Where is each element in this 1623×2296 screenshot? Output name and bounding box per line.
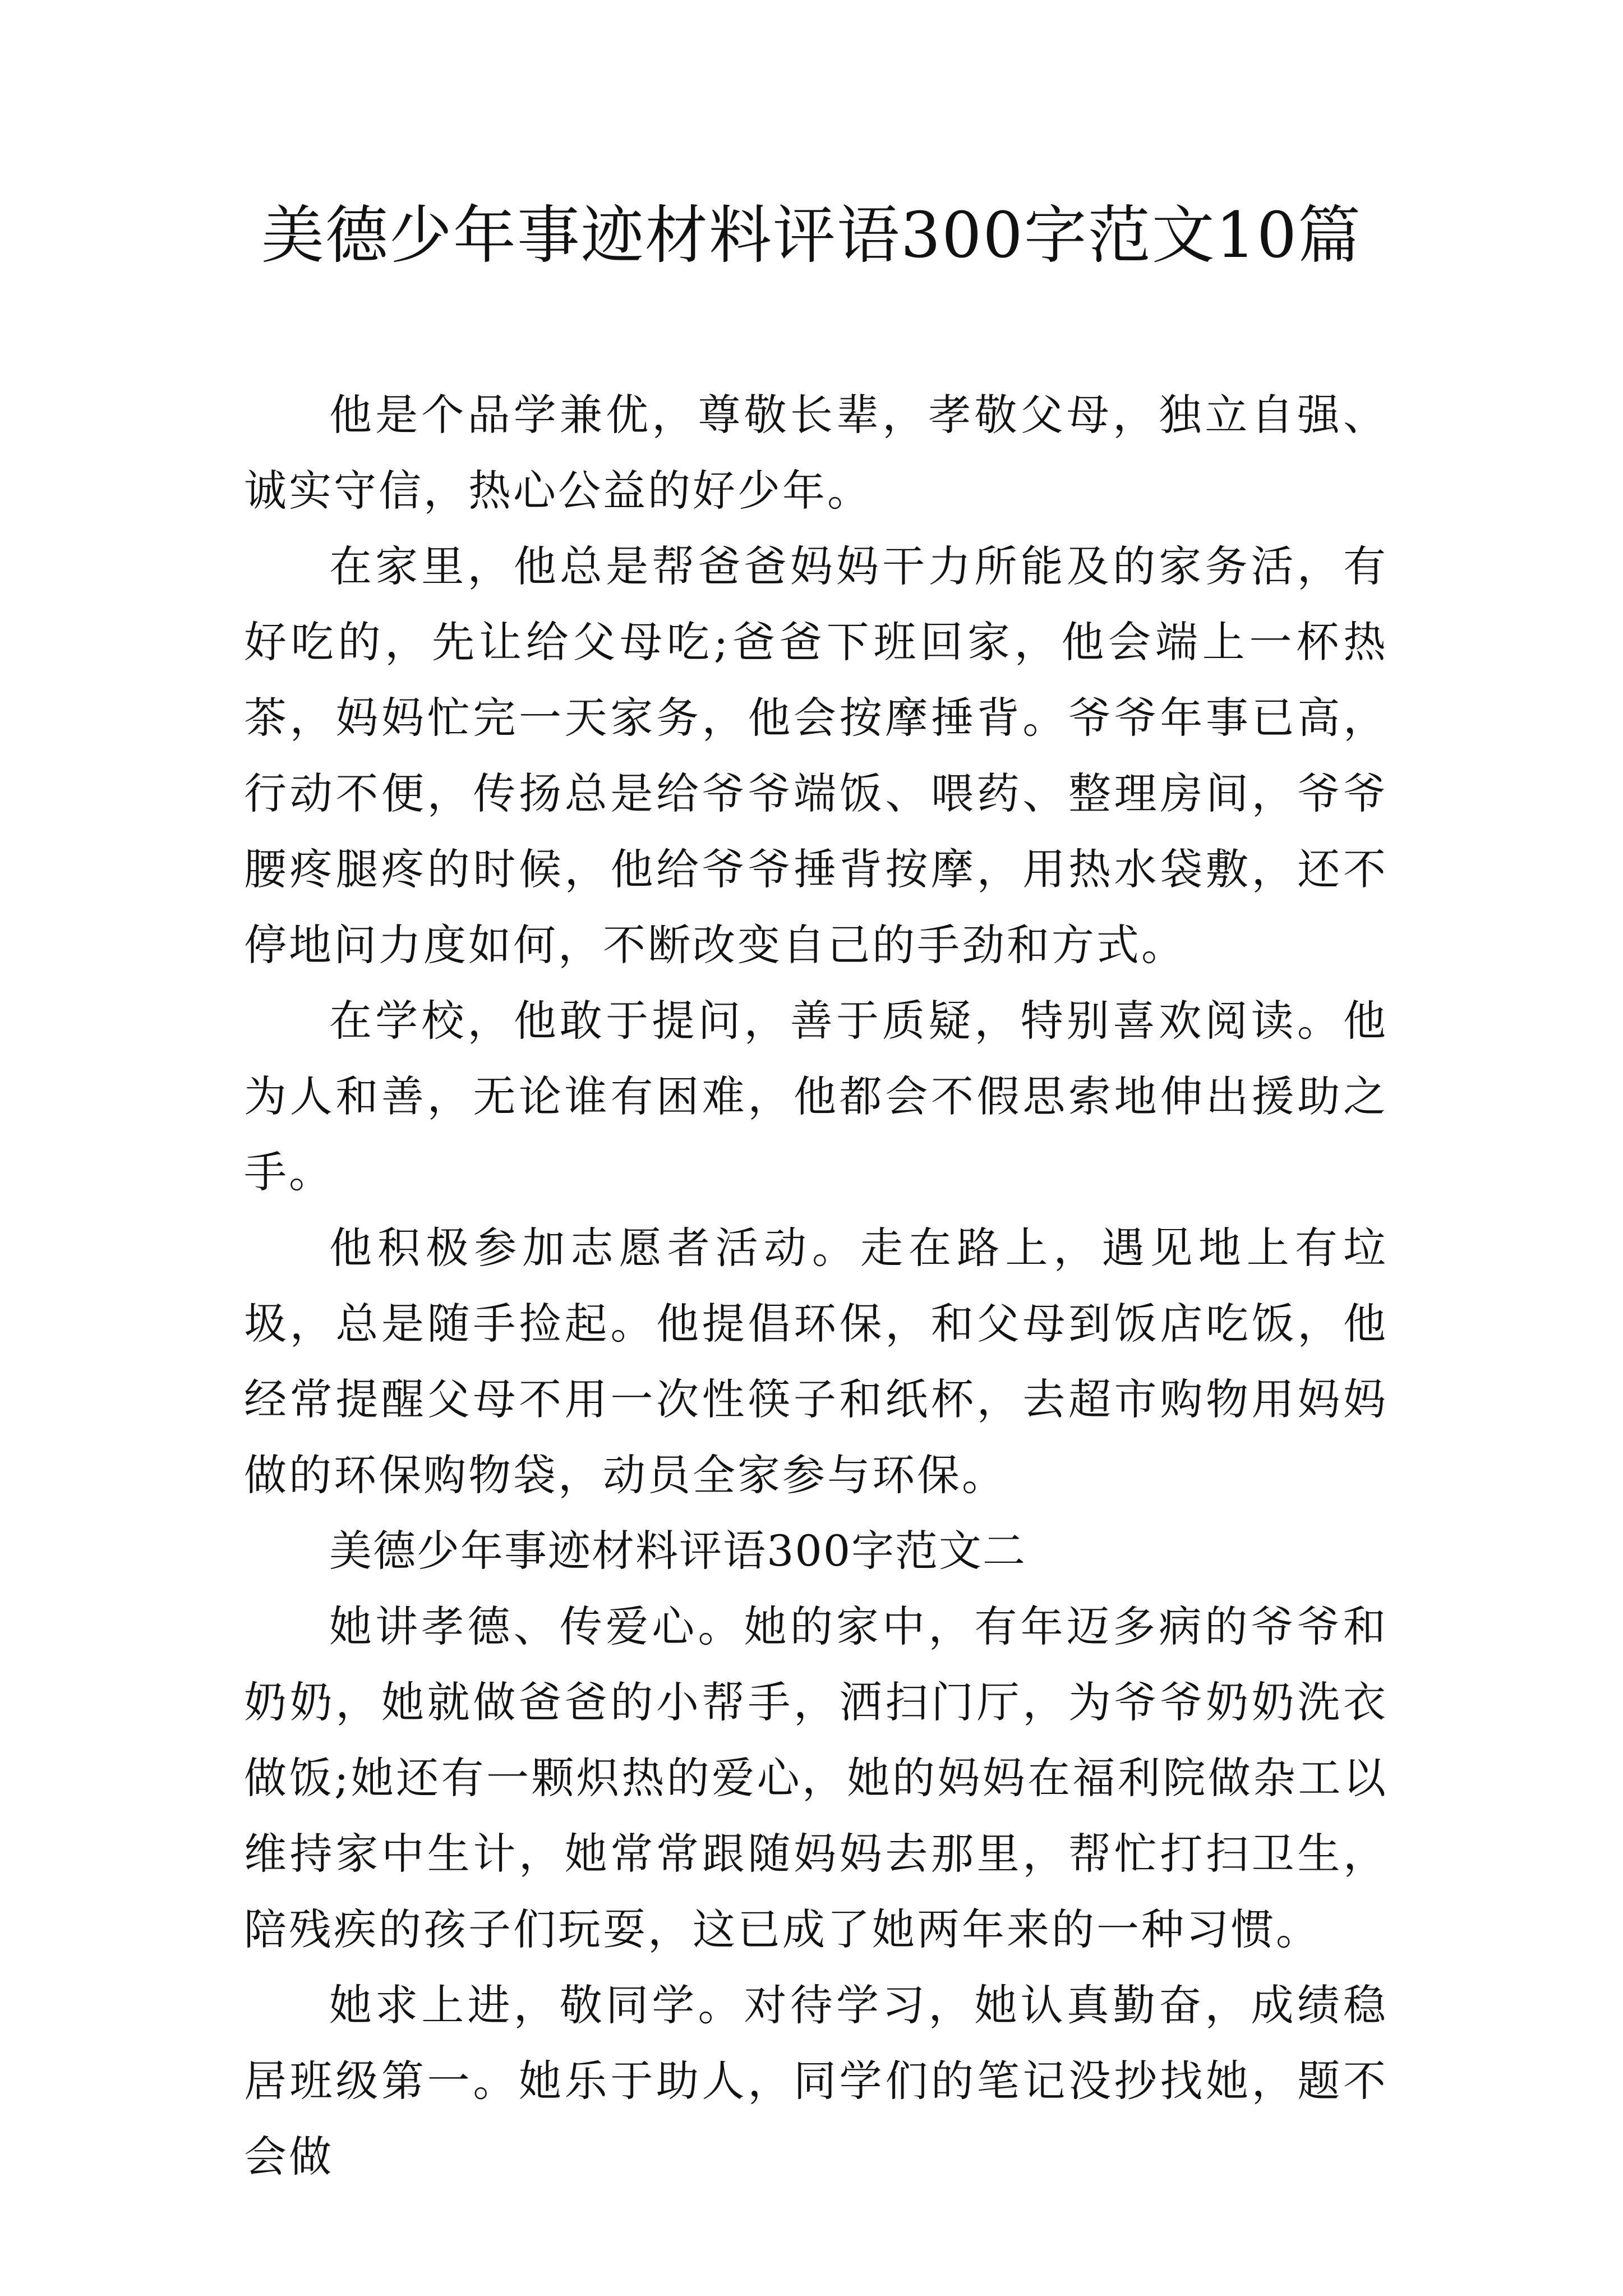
paragraph: 他积极参加志愿者活动。走在路上，遇见地上有垃圾，总是随手捡起。他提倡环保，和父母到饭店吃饭，他经常提醒父母不用一次性筷子和纸杯，去超市购物用妈妈做的环保购物袋，动员全家参与环保。: [244, 1223, 1388, 1500]
paragraph: 她求上进，敬同学。对待学习，她认真勤奋，成绩稳居班级第一。她乐于助人，同学们的笔记没抄找她，题不会做: [244, 1980, 1388, 2182]
paragraph: 在家里，他总是帮爸爸妈妈干力所能及的家务活，有好吃的，先让给父母吃;爸爸下班回家，他会端上一杯热茶，妈妈忙完一天家务，他会按摩捶背。爷爷年事已高，行动不便，传扬总是给爷爷端饭、喂药、整理房间，爷爷腰疼腿疼的时候，他给爷爷捶背按摩，用热水袋敷，还不停地问力度如何，不断改变自己的手劲和方式。: [244, 541, 1388, 970]
paragraph: 在学校，他敢于提问，善于质疑，特别喜欢阅读。他为人和善，无论谁有困难，他都会不假思索地伸出援助之手。: [244, 996, 1388, 1197]
paragraph: 他是个品学兼优，尊敬长辈，孝敬父母，独立自强、诚实守信，热心公益的好少年。: [244, 390, 1388, 516]
document-title: 美德少年事迹材料评语300字范文10篇: [261, 199, 1362, 272]
document-body: [244, 377, 1388, 2194]
paragraph: 她讲孝德、传爱心。她的家中，有年迈多病的爷爷和奶奶，她就做爸爸的小帮手，洒扫门厅，为爷爷奶奶洗衣做饭;她还有一颗炽热的爱心，她的妈妈在福利院做杂工以维持家中生计，她常常跟随妈妈去那里，帮忙打扫卫生，陪残疾的孩子们玩耍，这已成了她两年来的一种习惯。: [244, 1602, 1388, 1954]
section-heading: 美德少年事迹材料评语300字范文二: [329, 1526, 1027, 1576]
